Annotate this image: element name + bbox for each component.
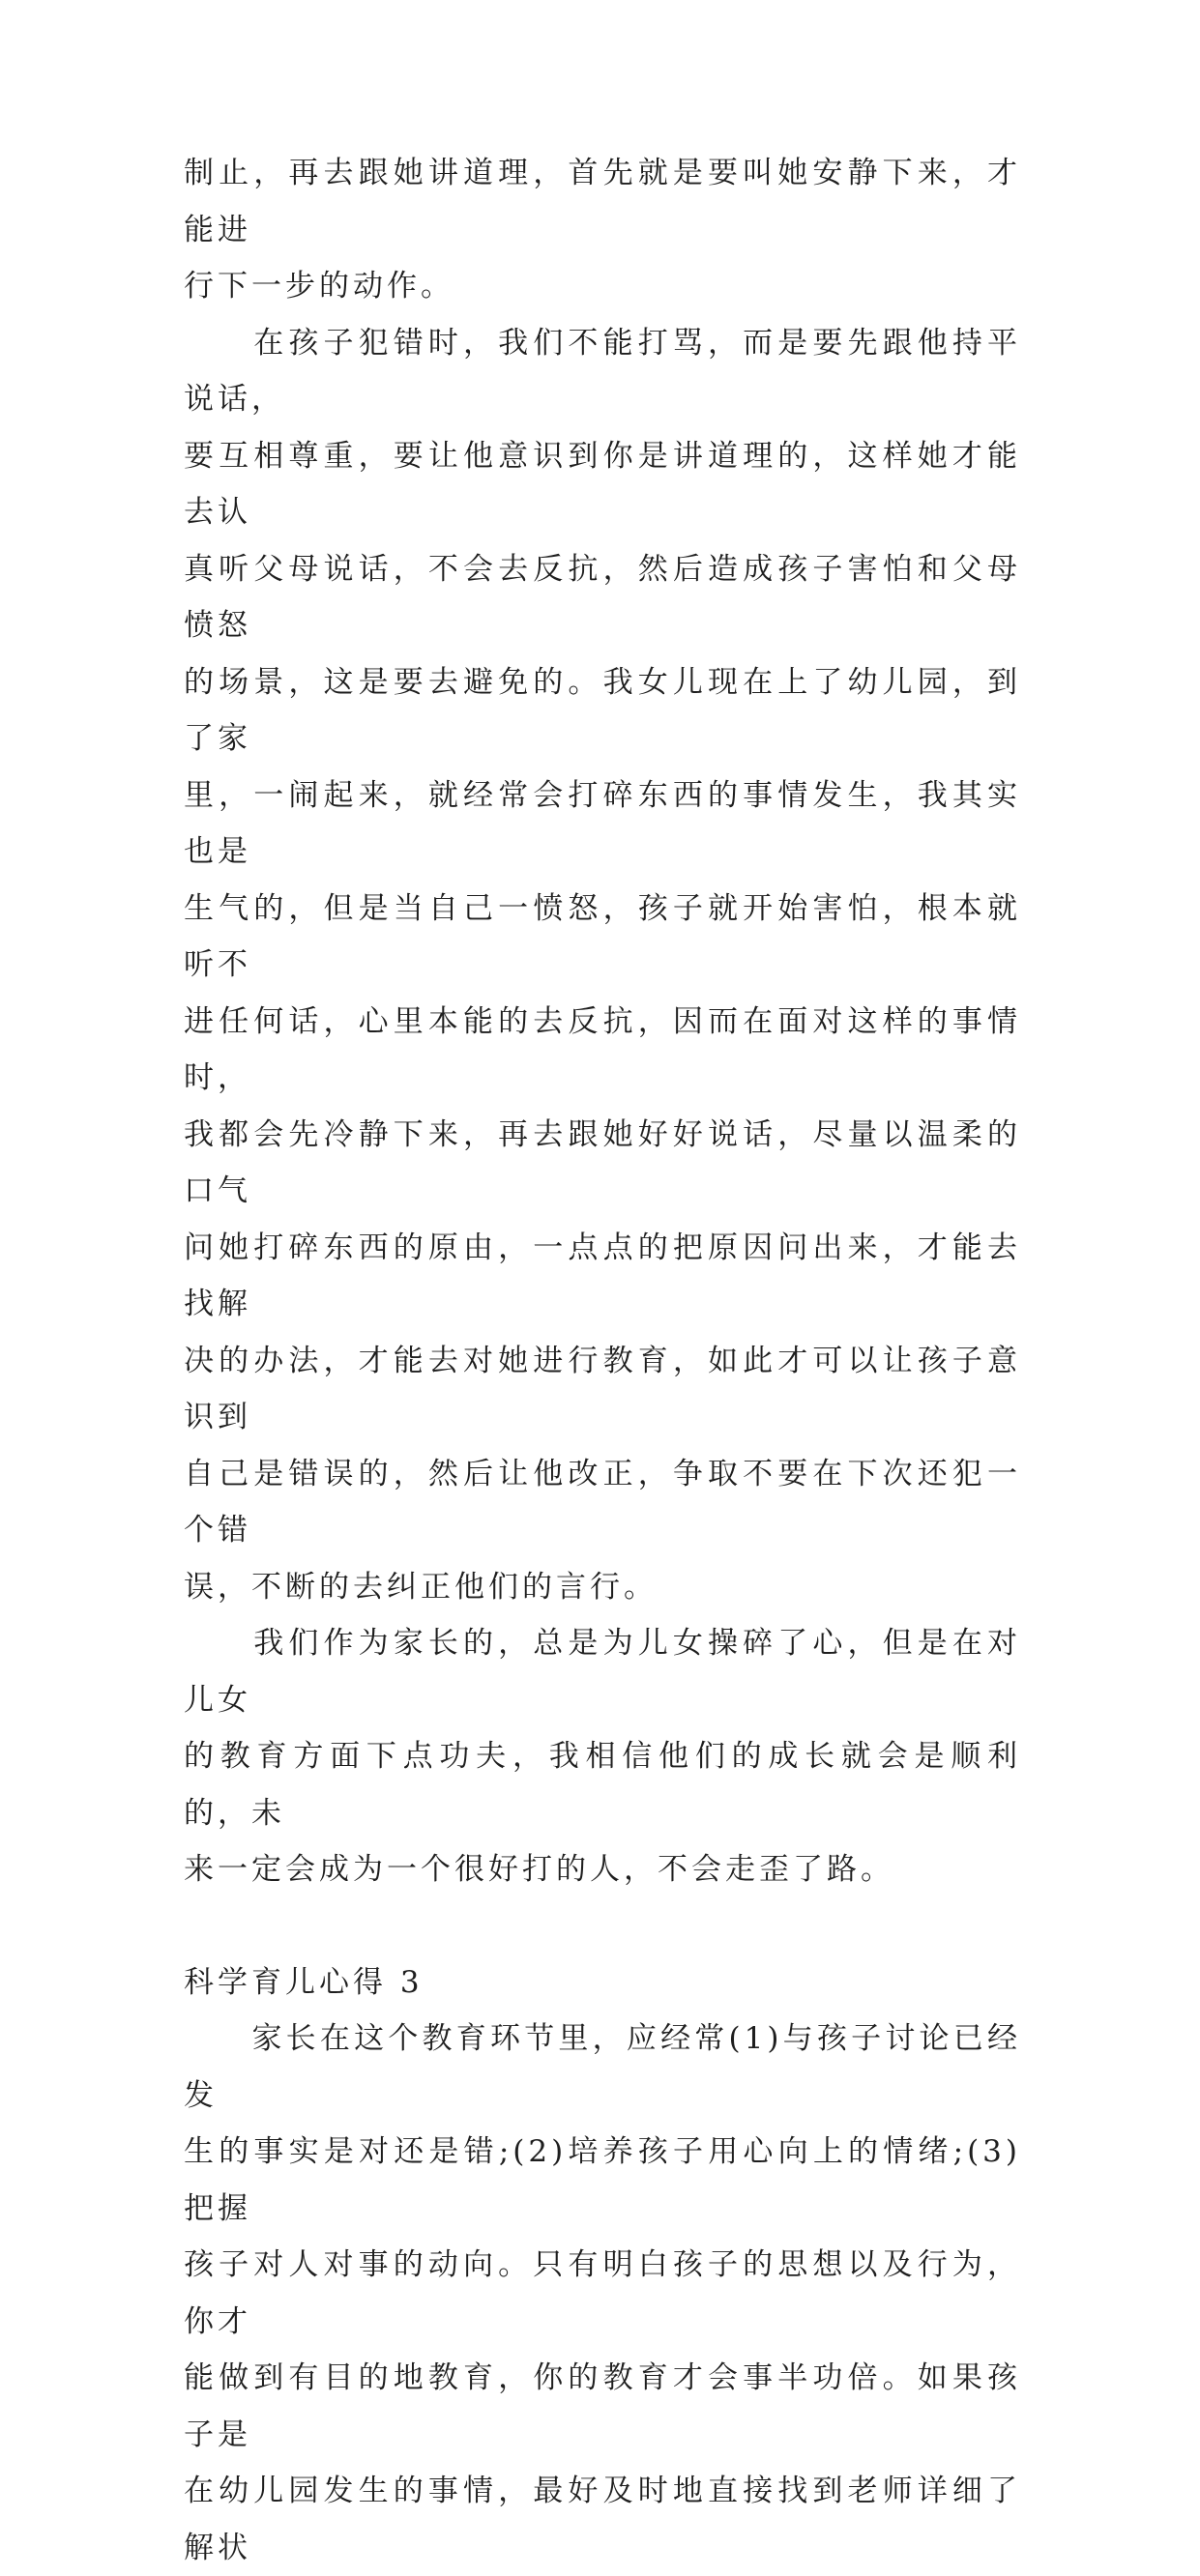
- text-line: 在孩子犯错时，我们不能打骂，而是要先跟他持平说话，: [184, 325, 1021, 417]
- text-line: 的教育方面下点功夫，我相信他们的成长就会是顺利的，未: [184, 1739, 1021, 1831]
- paragraph: [184, 2011, 1021, 2576]
- text-line: 决的办法，才能去对她进行教育，如此才可以让孩子意识到: [184, 1343, 1021, 1434]
- text-line: 自己是错误的，然后让他改正，争取不要在下次还犯一个错: [184, 1456, 1021, 1548]
- text-line: 行下一步的动作。: [184, 269, 454, 304]
- text-line: 制止，再去跟她讲道理，首先就是要叫她安静下来，才能进: [184, 156, 1021, 247]
- text-line: 问她打碎东西的原由，一点点的把原因问出来，才能去找解: [184, 1230, 1021, 1321]
- text-line: 来一定会成为一个很好打的人，不会走歪了路。: [184, 1852, 894, 1887]
- paragraph: [184, 315, 1021, 1616]
- text-line: 孩子对人对事的动向。只有明白孩子的思想以及行为，你才: [184, 2247, 1021, 2339]
- text-line: 生气的，但是当自己一愤怒，孩子就开始害怕，根本就听不: [184, 890, 1021, 982]
- section-heading: 科学育儿心得 3: [184, 1964, 424, 2000]
- paragraph: [184, 1615, 1021, 1898]
- text-line: 能做到有目的地教育，你的教育才会事半功倍。如果孩子是: [184, 2360, 1021, 2452]
- text-line: 在幼儿园发生的事情，最好及时地直接找到老师详细了解状: [184, 2474, 1021, 2565]
- text-line: 我都会先冷静下来，再去跟她好好说话，尽量以温柔的口气: [184, 1116, 1021, 1208]
- text-line: 误，不断的去纠正他们的言行。: [184, 1569, 658, 1605]
- body-after: [184, 2011, 1021, 2576]
- text-line: 我们作为家长的，总是为儿女操碎了心，但是在对儿女: [184, 1626, 1021, 1718]
- text-line: 家长在这个教育环节里，应经常(1)与孩子讨论已经发: [184, 2021, 1021, 2113]
- text-line: 真听父母说话，不会去反抗，然后造成孩子害怕和父母愤怒: [184, 551, 1021, 643]
- text-line: 要互相尊重，要让他意识到你是讲道理的，这样她才能去认: [184, 438, 1021, 530]
- document-page: [184, 145, 1021, 2576]
- text-line: 进任何话，心里本能的去反抗，因而在面对这样的事情时，: [184, 1003, 1021, 1095]
- text-line: 里，一闹起来，就经常会打碎东西的事情发生，我其实也是: [184, 777, 1021, 869]
- text-line: 的场景，这是要去避免的。我女儿现在上了幼儿园，到了家: [184, 664, 1021, 756]
- paragraph: [184, 145, 1021, 315]
- body-before: [184, 145, 1021, 1898]
- text-line: 生的事实是对还是错;(2)培养孩子用心向上的情绪;(3)把握: [184, 2134, 1021, 2226]
